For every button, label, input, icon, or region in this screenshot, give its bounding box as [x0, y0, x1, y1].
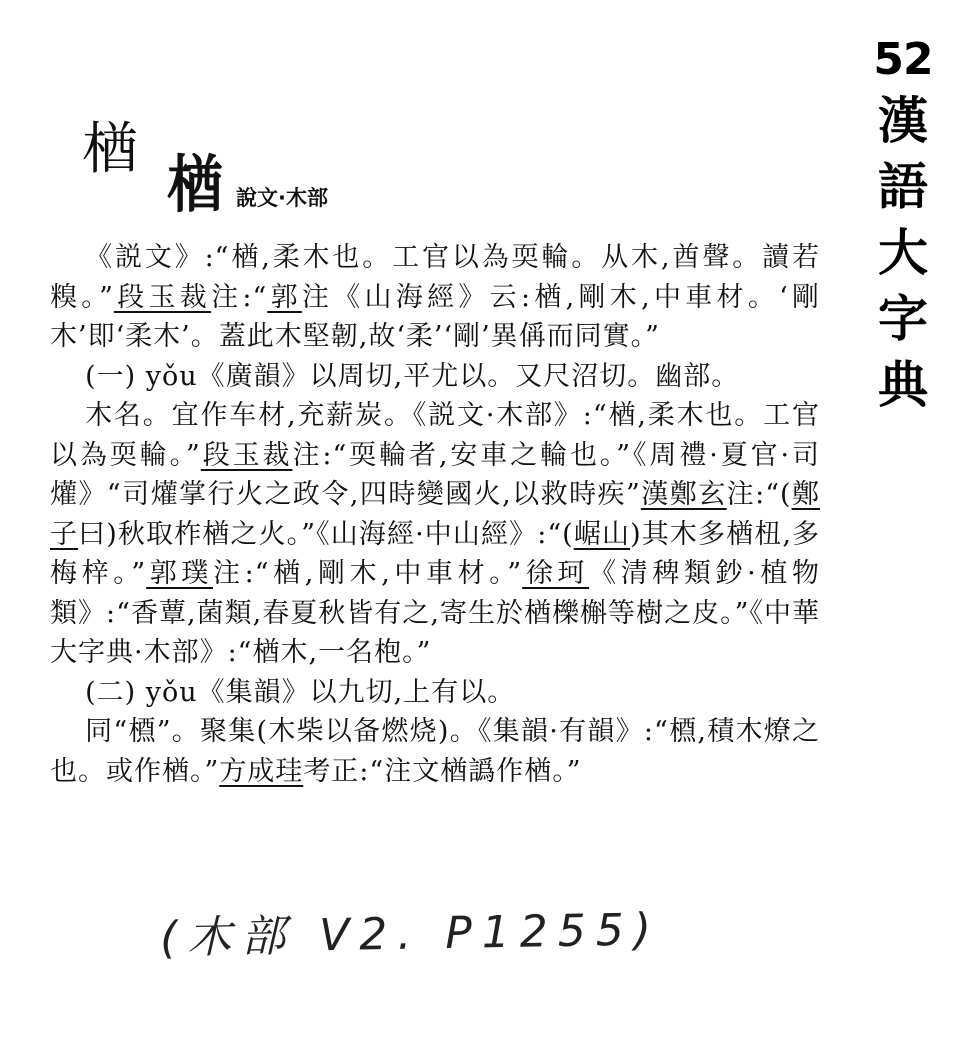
text-run: 注《山海經》云:楢,剛木,中車材。‘剛木’即‘柔木’。蓋此木堅韌,故‘柔’‘剛’異偁而同實。”: [50, 281, 821, 352]
text-run: 《説文》:“楢,柔木也。工官以為耎輪。从木,酋聲。讀若糗。”: [50, 242, 820, 313]
text-run: 注:“(: [726, 479, 792, 510]
text-run: (一) yǒu《廣韻》以周切,平尤以。又尺沼切。幽部。: [85, 360, 740, 392]
underlined-proper-name: 段玉裁: [200, 439, 293, 471]
text-run: 考正:“注文楢譌作楢。”: [303, 755, 582, 787]
underlined-proper-name: 郭璞: [146, 558, 214, 589]
underlined-proper-name: 崌山: [573, 518, 631, 550]
text-run: 木名。宜作车材,充薪炭。《説文·木部》:“楢,柔木也。工官以為耎輪。”: [50, 400, 820, 471]
text-run: 《清稗類鈔·植物類》:“香蕈,菌類,春夏秋皆有之,寄生於楢櫟槲等樹之皮。”《中華大字典·木部》:“楢木,一名枹。”: [50, 558, 820, 668]
text-run: 注:“: [211, 281, 268, 313]
underlined-proper-name: 鄭玄: [669, 479, 727, 510]
margin-title-char: 典: [878, 356, 928, 414]
text-run: 曰)秋取柞楢之火。”《山海經·中山經》:“(: [78, 518, 574, 550]
text-run: (二) yǒu《集韻》以九切,上有以。: [85, 676, 516, 708]
entry-headword: 楢: [82, 117, 138, 182]
underlined-proper-name: 鄭子: [50, 479, 821, 550]
source-tag: 說文·木部: [236, 186, 328, 210]
sense-1-pronunciation: [50, 357, 820, 397]
underlined-proper-name: 方成珪: [219, 755, 304, 787]
underlined-proper-name: 郭: [267, 281, 302, 313]
entry-body: [50, 238, 820, 791]
text-run: 注:“耎輪者,安車之輪也。”《周禮·夏官·司爟》“司爟掌行火之政令,四時變國火,以救時疾”: [50, 439, 820, 510]
underlined-proper-name: 徐珂: [522, 558, 590, 589]
underlined-proper-name: 漢: [640, 479, 670, 510]
paragraph-shuowen: [50, 238, 820, 357]
sense-2-pronunciation: [50, 673, 820, 713]
margin-title: [868, 32, 938, 418]
sense-1-definition: [50, 396, 820, 673]
handwritten-note: (木部 V2. P1255): [159, 904, 662, 964]
text-run: )其木多楢杻,多梅梓。”: [50, 518, 821, 589]
text-run: 同“槱”。聚集(木柴以备燃烧)。《集韻·有韻》:“槱,積木燎之也。或作楢。”: [50, 716, 820, 787]
sense-2-definition: [50, 712, 820, 791]
margin-title-char: 漢: [878, 92, 928, 150]
margin-title-char: 大: [878, 224, 928, 282]
underlined-proper-name: 段玉裁: [113, 281, 212, 313]
margin-title-char: 字: [878, 290, 928, 348]
margin-title-char: 語: [878, 158, 928, 216]
text-run: 注:“楢,剛木,中車材。”: [213, 558, 523, 589]
seal-script-form: 楢: [167, 148, 223, 221]
page-number: 52: [873, 34, 933, 85]
